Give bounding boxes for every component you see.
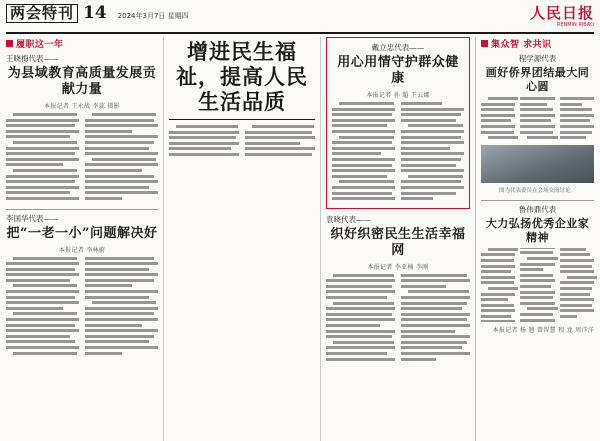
column-center <box>326 37 470 441</box>
square-bullet-icon <box>481 40 488 47</box>
article-body <box>481 248 594 323</box>
article-chengxueyuan <box>481 53 594 194</box>
article-byline: 本报记者 李林蔚 <box>58 246 106 254</box>
article-body <box>332 102 464 203</box>
column-divider <box>320 37 321 441</box>
article-body <box>481 97 594 142</box>
article-title: 画好侨界团结最大同心圆 <box>485 66 590 93</box>
square-bullet-icon <box>6 40 13 47</box>
masthead <box>6 4 594 34</box>
article-kicker: 戴立忠代表—— <box>371 43 425 52</box>
column-divider <box>163 37 164 441</box>
divider <box>6 209 158 210</box>
article-byline: 本报记者 李亚楠 李刚 <box>367 263 429 271</box>
headline-lead-body <box>169 125 315 159</box>
section-title: 两会特刊 <box>6 4 78 23</box>
column-left <box>6 37 158 441</box>
masthead-left <box>6 4 189 25</box>
section-tag-label: 集众智 求共识 <box>491 40 552 50</box>
article-byline: 本报记者 孙 超 王云娜 <box>366 92 430 99</box>
article-liguohua <box>6 213 158 358</box>
article-kicker: 王晓梅代表—— <box>6 54 59 63</box>
article-kicker: 袁晓代表—— <box>326 214 371 224</box>
article-wangxiaomei <box>6 53 158 203</box>
masthead-right <box>530 4 594 29</box>
article-kicker: 鲁伟鼎代表 <box>518 204 557 214</box>
section-tag-label: 履职这一年 <box>16 40 64 50</box>
article-title: 把“一老一小”问题解决好 <box>6 225 158 241</box>
article-byline: 本报记者 杨 翘 曾智慧 程 龙 周洋洋 <box>492 327 594 335</box>
publication-date: 2024年3月7日 星期四 <box>117 12 189 20</box>
page-headline: 增进民生福祉，提高人民生活品质 <box>169 39 315 120</box>
article-title: 用心用情守护群众健康 <box>337 55 459 86</box>
article-body <box>6 257 158 358</box>
article-kicker: 李国华代表—— <box>6 213 59 223</box>
article-body <box>326 274 470 364</box>
section-tag-right <box>481 37 594 50</box>
section-tag-left <box>6 37 158 50</box>
page-grid <box>6 37 594 441</box>
article-title: 织好织密民生生活幸福网 <box>330 226 466 258</box>
article-luweiding <box>481 204 594 335</box>
column-right <box>475 37 594 441</box>
article-kicker: 程学源代表 <box>518 54 557 63</box>
article-body <box>6 113 158 203</box>
photo-caption: 图为代表委员在会场交流讨论。 <box>498 187 576 194</box>
paper-name-pinyin: RENMIN RIBAO <box>556 22 594 28</box>
article-byline: 本报记者 王永战 李蕊 摄影 <box>44 103 120 110</box>
divider <box>481 200 594 201</box>
paper-name: 人民日报 <box>529 4 594 22</box>
article-title: 为县域教育高质量发展贡献力量 <box>7 66 157 97</box>
column-middle-left <box>169 37 315 441</box>
article-yuanxiao <box>326 214 470 364</box>
page-number: 14 <box>83 3 107 23</box>
article-title: 大力弘扬优秀企业家精神 <box>485 216 590 244</box>
featured-article-box <box>326 37 470 209</box>
article-photo <box>481 145 594 183</box>
